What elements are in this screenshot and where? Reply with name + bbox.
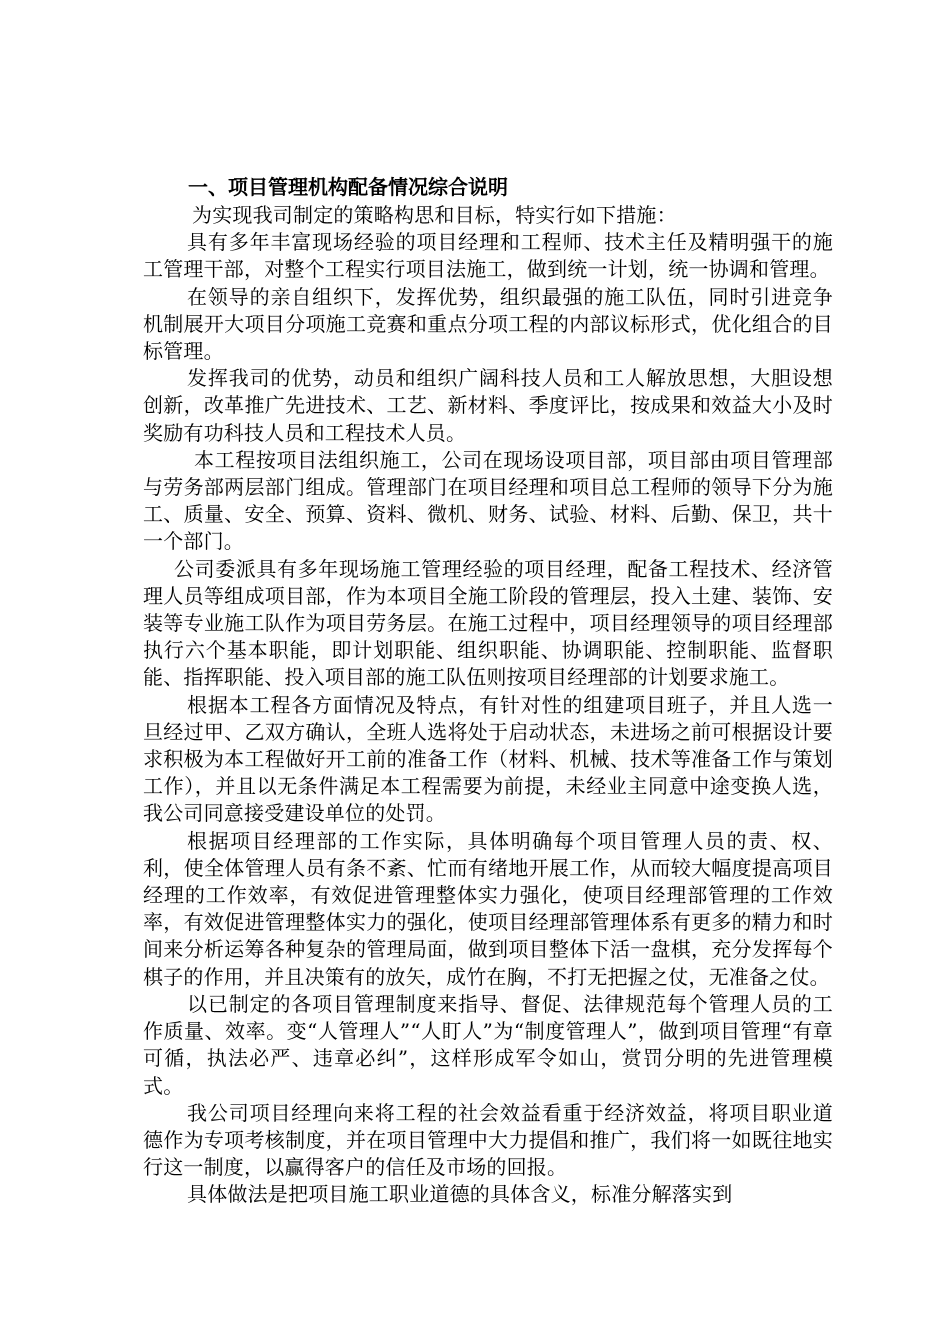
paragraph-6: 根据本工程各方面情况及特点，有针对性的组建项目班子，并且人选一旦经过甲、乙双方确认，全班人选将处于启动状态，未进场之前可根据设计要求积极为本工程做好开工前的准备工作（材料、机械、技术等准备工作与策划工作），并且以无条件满足本工程需要为前提，未经业主同意中途变换人选，我公司同意接受建设单位的处罚。 (143, 692, 833, 826)
paragraph-1: 具有多年丰富现场经验的项目经理和工程师、技术主任及精明强干的施工管理干部，对整个工程实行项目法施工，做到统一计划，统一协调和管理。 (143, 230, 833, 282)
section-heading: 一、项目管理机构配备情况综合说明 (188, 175, 508, 199)
paragraph-3: 发挥我司的优势，动员和组织广阔科技人员和工人解放思想，大胆设想创新，改革推广先进技术、工艺、新材料、季度评比，按成果和效益大小及时奖励有功科技人员和工程技术人员。 (143, 366, 833, 445)
paragraph-9: 我公司项目经理向来将工程的社会效益看重于经济效益，将项目职业道德作为专项考核制度，并在项目管理中大力提倡和推广，我们将一如既往地实行这一制度，以赢得客户的信任及市场的回报。 (143, 1100, 833, 1180)
paragraph-4: 本工程按项目法组织施工，公司在现场设项目部，项目部由项目管理部与劳务部两层部门组成。管理部门在项目经理和项目总工程师的领导下分为施工、质量、安全、预算、资料、微机、财务、试验、材料、后勤、保卫，共十一个部门。 (143, 447, 833, 554)
document-body (143, 172, 833, 1209)
paragraph-7: 根据项目经理部的工作实际，具体明确每个项目管理人员的责、权、利，使全体管理人员有条不紊、忙而有绪地开展工作，从而较大幅度提高项目经理的工作效率，有效促进管理整体实力强化，使项目经理部管理的工作效率，有效促进管理整体实力的强化，使项目经理部管理体系有更多的精力和时间来分析运筹各种复杂的管理局面，做到项目整体下活一盘棋，充分发挥每个棋子的作用，并且决策有的放矢，成竹在胸，不打无把握之仗，无准备之仗。 (143, 828, 833, 989)
paragraph-5: 公司委派具有多年现场施工管理经验的项目经理，配备工程技术、经济管理人员等组成项目部，作为本项目全施工阶段的管理层，投入土建、装饰、安装等专业施工队作为项目劳务层。在施工过程中，项目经理领导的项目经理部执行六个基本职能，即计划职能、组织职能、协调职能、控制职能、监督职能、指挥职能、投入项目部的施工队伍则按项目经理部的计划要求施工。 (143, 556, 833, 690)
paragraph-8: 以已制定的各项目管理制度来指导、督促、法律规范每个管理人员的工作质量、效率。变“人管理人”“人盯人”为“制度管理人”，做到项目管理“有章可循，执法必严、违章必纠”，这样形成军令如山，赏罚分明的先进管理模式。 (143, 991, 833, 1098)
paragraph-2: 在领导的亲自组织下，发挥优势，组织最强的施工队伍，同时引进竞争机制展开大项目分项施工竞赛和重点分项工程的内部议标形式，优化组合的目标管理。 (143, 284, 833, 364)
paragraph-10: 具体做法是把项目施工职业道德的具体含义，标准分解落实到 (187, 1182, 733, 1207)
paragraph-intro: 为实现我司制定的策略构思和目标，特实行如下措施： (192, 203, 677, 227)
